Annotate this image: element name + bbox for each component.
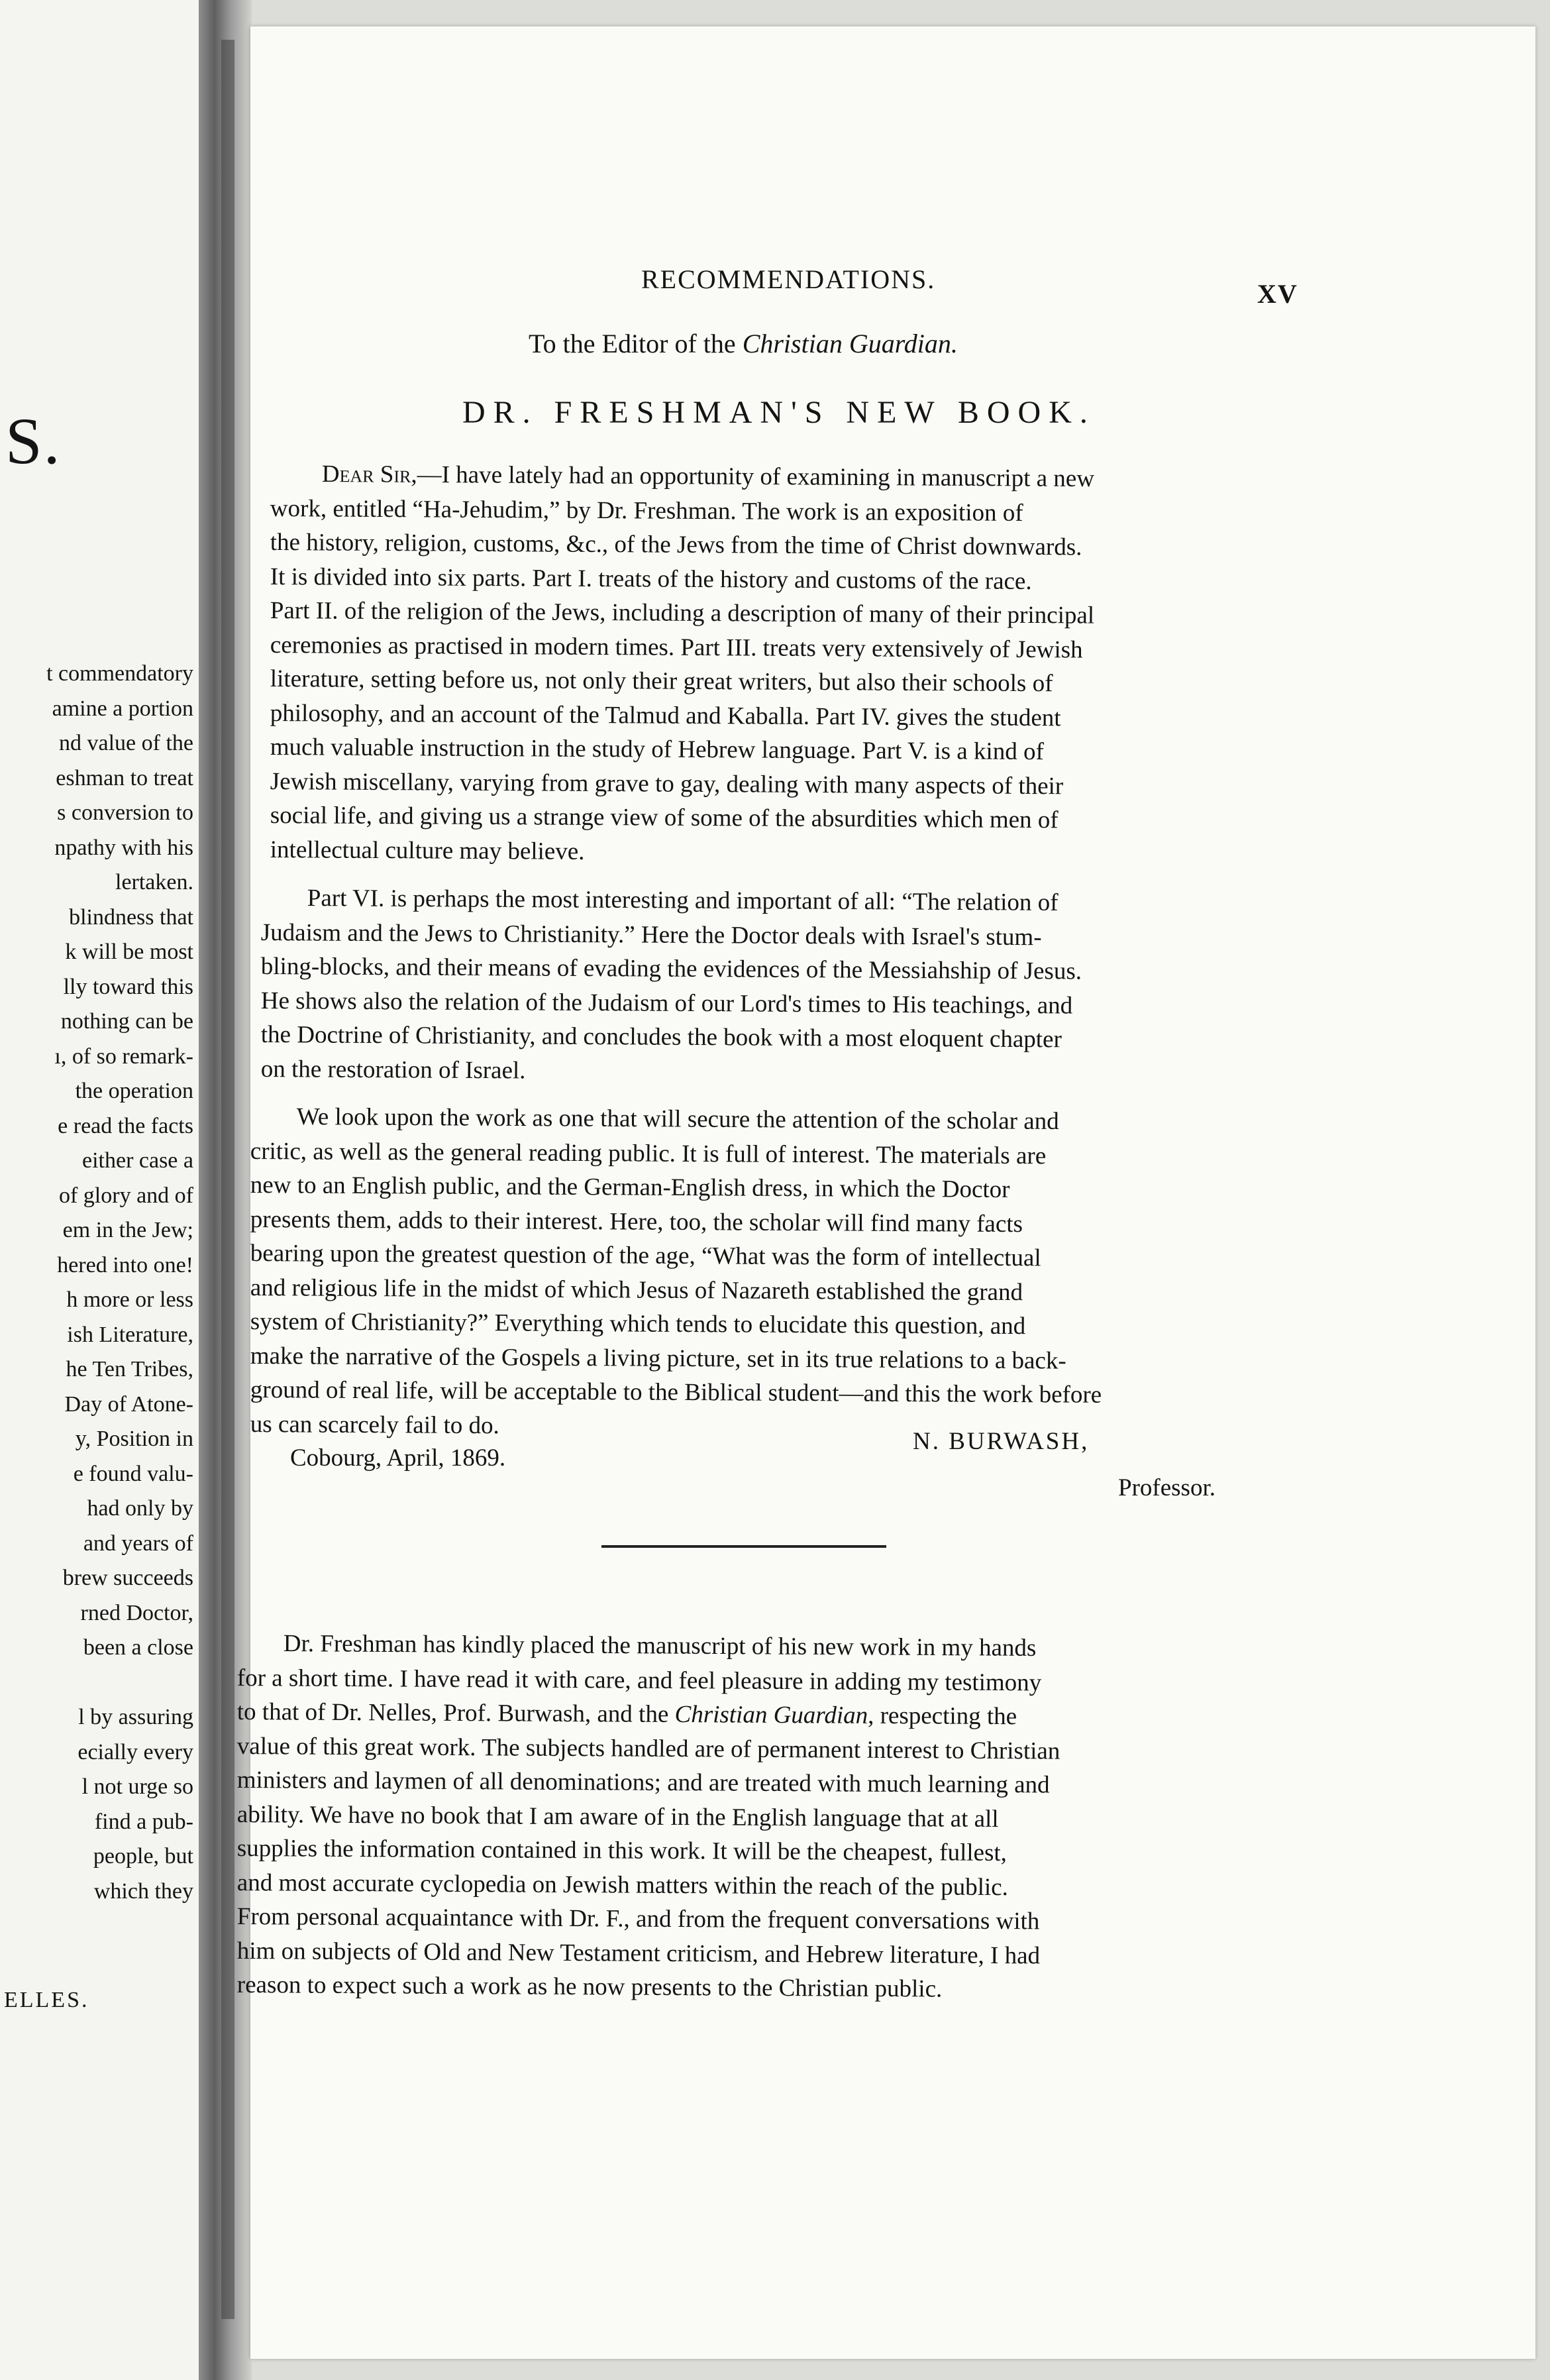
previous-page-line: people, but <box>93 1844 193 1868</box>
signer-name: N. BURWASH, <box>913 1428 1090 1455</box>
previous-page-line: he Ten Tribes, <box>66 1357 193 1381</box>
running-head: RECOMMENDATIONS. <box>641 264 936 294</box>
text-line: It is divided into six parts. Part I. treats of the history and customs of the race. <box>270 563 1032 595</box>
previous-page-line: the operation <box>75 1079 193 1103</box>
text-line: We look upon the work as one that will secure the attention of the scholar and <box>296 1103 1059 1136</box>
signer-title: Professor. <box>1118 1474 1215 1501</box>
previous-page-line: ecially every <box>78 1739 193 1764</box>
previous-page-line: hered into one! <box>57 1252 193 1277</box>
previous-page-line: e found valu- <box>73 1461 193 1486</box>
text-line: Part II. of the religion of the Jews, including a description of many of their principal <box>270 596 1095 629</box>
previous-page-fragment <box>0 0 199 2380</box>
letter-address <box>529 328 958 359</box>
para4-line-3-end: , respecting the <box>868 1702 1017 1731</box>
section-divider <box>601 1545 886 1548</box>
book-page <box>236 27 1535 2359</box>
previous-page-line: l not urge so <box>81 1774 193 1799</box>
previous-page-line: rned Doctor, <box>80 1600 193 1625</box>
para4-line-3-start: to that of Dr. Nelles, Prof. Burwash, and the <box>236 1698 675 1729</box>
previous-page-line: em in the Jew; <box>62 1218 193 1242</box>
text-line: social life, and giving us a strange view of some of the absurdities which men of <box>270 801 1059 834</box>
previous-page-line: ı, of so remark- <box>54 1044 193 1069</box>
previous-page-line: lly toward this <box>63 974 193 999</box>
text-line: ceremonies as practised in modern times. Part III. treats very extensively of Jewish <box>270 631 1083 663</box>
previous-page-line: s conversion to <box>57 800 193 825</box>
page-number: XV <box>1257 279 1298 309</box>
text-line: ground of real life, will be acceptable to the Biblical student—and this the work before <box>250 1376 1102 1409</box>
previous-page-line: which they <box>93 1878 193 1904</box>
text-line: presents them, adds to their interest. Here, too, the scholar will find many facts <box>250 1205 1023 1238</box>
text-line <box>237 1695 1017 1734</box>
text-line: reason to expect such a work as he now presents to the Christian public. <box>236 1971 943 2003</box>
text-line: for a short time. I have read it with care, and feel pleasure in adding my testimony <box>236 1664 1042 1696</box>
previous-page-line: had only by <box>87 1496 193 1521</box>
previous-page-line: of glory and of <box>58 1183 193 1208</box>
text-line: system of Christianity?” Everything which tends to elucidate this question, and <box>250 1307 1026 1340</box>
text-line: Judaism and the Jews to Christianity.” Here the Doctor deals with Israel's stum- <box>260 918 1042 951</box>
text-line: value of this great work. The subjects handled are of permanent interest to Christian <box>236 1732 1060 1765</box>
book-gutter <box>199 0 252 2380</box>
previous-page-line: h more or less <box>66 1287 193 1312</box>
text-line: on the restoration of Israel. <box>260 1055 526 1084</box>
text-line: the history, religion, customs, &c., of the Jews from the time of Christ downwards. <box>270 528 1082 561</box>
text-line: the Doctrine of Christianity, and concludes the book with a most eloquent chapter <box>260 1020 1062 1054</box>
letter-address-prefix: To the Editor of the <box>529 329 743 358</box>
previous-page-line: npathy with his <box>54 835 193 860</box>
text-line: and most accurate cyclopedia on Jewish matters within the reach of the public. <box>236 1868 1009 1901</box>
text-line: bling-blocks, and their means of evading the evidences of the Messiahship of Jesus. <box>260 952 1082 985</box>
text-line: us can scarcely fail to do. <box>250 1410 499 1439</box>
text-line: ability. We have no book that I am aware of in the English language that at all <box>236 1800 999 1833</box>
previous-page-line: blindness that <box>69 904 193 930</box>
text-line: much valuable instruction in the study of Hebrew language. Part V. is a kind of <box>270 733 1044 766</box>
text-line <box>322 457 1094 496</box>
previous-page-heading-letter: S. <box>5 404 62 478</box>
letter-title: DR. FRESHMAN'S NEW BOOK. <box>462 395 1096 430</box>
previous-page-line: amine a portion <box>52 696 193 721</box>
text-line: Part VI. is perhaps the most interesting and important of all: “The relation of <box>307 884 1059 916</box>
text-line: him on subjects of Old and New Testament criticism, and Hebrew literature, I had <box>236 1937 1041 1969</box>
text-line: make the narrative of the Gospels a living picture, set in its true relations to a back- <box>250 1342 1066 1375</box>
previous-page-line: Day of Atone- <box>64 1391 193 1417</box>
text-line: philosophy, and an account of the Talmud and Kaballa. Part IV. gives the student <box>270 699 1061 731</box>
text-line: literature, setting before us, not only their great writers, but also their schools of <box>270 665 1053 698</box>
previous-page-line: and years of <box>83 1531 193 1556</box>
dateline: Cobourg, April, 1869. <box>290 1444 506 1472</box>
previous-page-line: find a pub- <box>94 1809 193 1834</box>
para1-line-1: —I have lately had an opportunity of examining in manuscript a new <box>417 460 1095 493</box>
text-line: new to an English public, and the German-English dress, in which the Doctor <box>250 1171 1010 1204</box>
previous-page-line: e read the facts <box>58 1113 193 1138</box>
text-line: Jewish miscellany, varying from grave to gay, dealing with many aspects of their <box>270 767 1064 800</box>
text-line: intellectual culture may believe. <box>270 836 585 865</box>
text-line: From personal acquaintance with Dr. F., and from the frequent conversations with <box>236 1903 1040 1935</box>
previous-page-line: k will be most <box>65 940 193 964</box>
previous-page-line: t commendatory <box>46 661 193 686</box>
previous-page-line: either case a <box>82 1148 193 1173</box>
previous-page-line: eshman to treat <box>56 765 193 790</box>
newspaper-name-inline: Christian Guardian <box>674 1701 868 1729</box>
text-line: He shows also the relation of the Judaism of our Lord's times to His teachings, and <box>260 987 1073 1019</box>
text-line: supplies the information contained in this work. It will be the cheapest, fullest, <box>236 1835 1008 1867</box>
previous-page-line: l by assuring <box>78 1705 193 1729</box>
previous-page-line: ish Literature, <box>67 1322 193 1347</box>
text-line: and religious life in the midst of which Jesus of Nazareth established the grand <box>250 1273 1023 1306</box>
previous-page-line: lertaken. <box>115 870 193 894</box>
salutation: Dear Sir, <box>321 460 417 488</box>
text-line: ministers and laymen of all denominations; and are treated with much learning and <box>236 1766 1050 1799</box>
previous-page-line: been a close <box>83 1635 193 1660</box>
previous-page-signature: ELLES. <box>4 1988 89 2012</box>
text-line: critic, as well as the general reading public. It is full of interest. The materials are <box>250 1137 1047 1169</box>
text-line: work, entitled “Ha-Jehudim,” by Dr. Freshman. The work is an exposition of <box>270 494 1023 527</box>
previous-page-line: brew succeeds <box>62 1566 193 1590</box>
text-line: bearing upon the greatest question of the age, “What was the form of intellectual <box>250 1239 1041 1272</box>
newspaper-name: Christian Guardian. <box>742 329 958 358</box>
previous-page-line: nothing can be <box>60 1009 193 1034</box>
text-line: Dr. Freshman has kindly placed the manuscript of his new work in my hands <box>283 1630 1037 1662</box>
previous-page-line: y, Position in <box>75 1427 193 1451</box>
previous-page-line: nd value of the <box>59 731 193 755</box>
